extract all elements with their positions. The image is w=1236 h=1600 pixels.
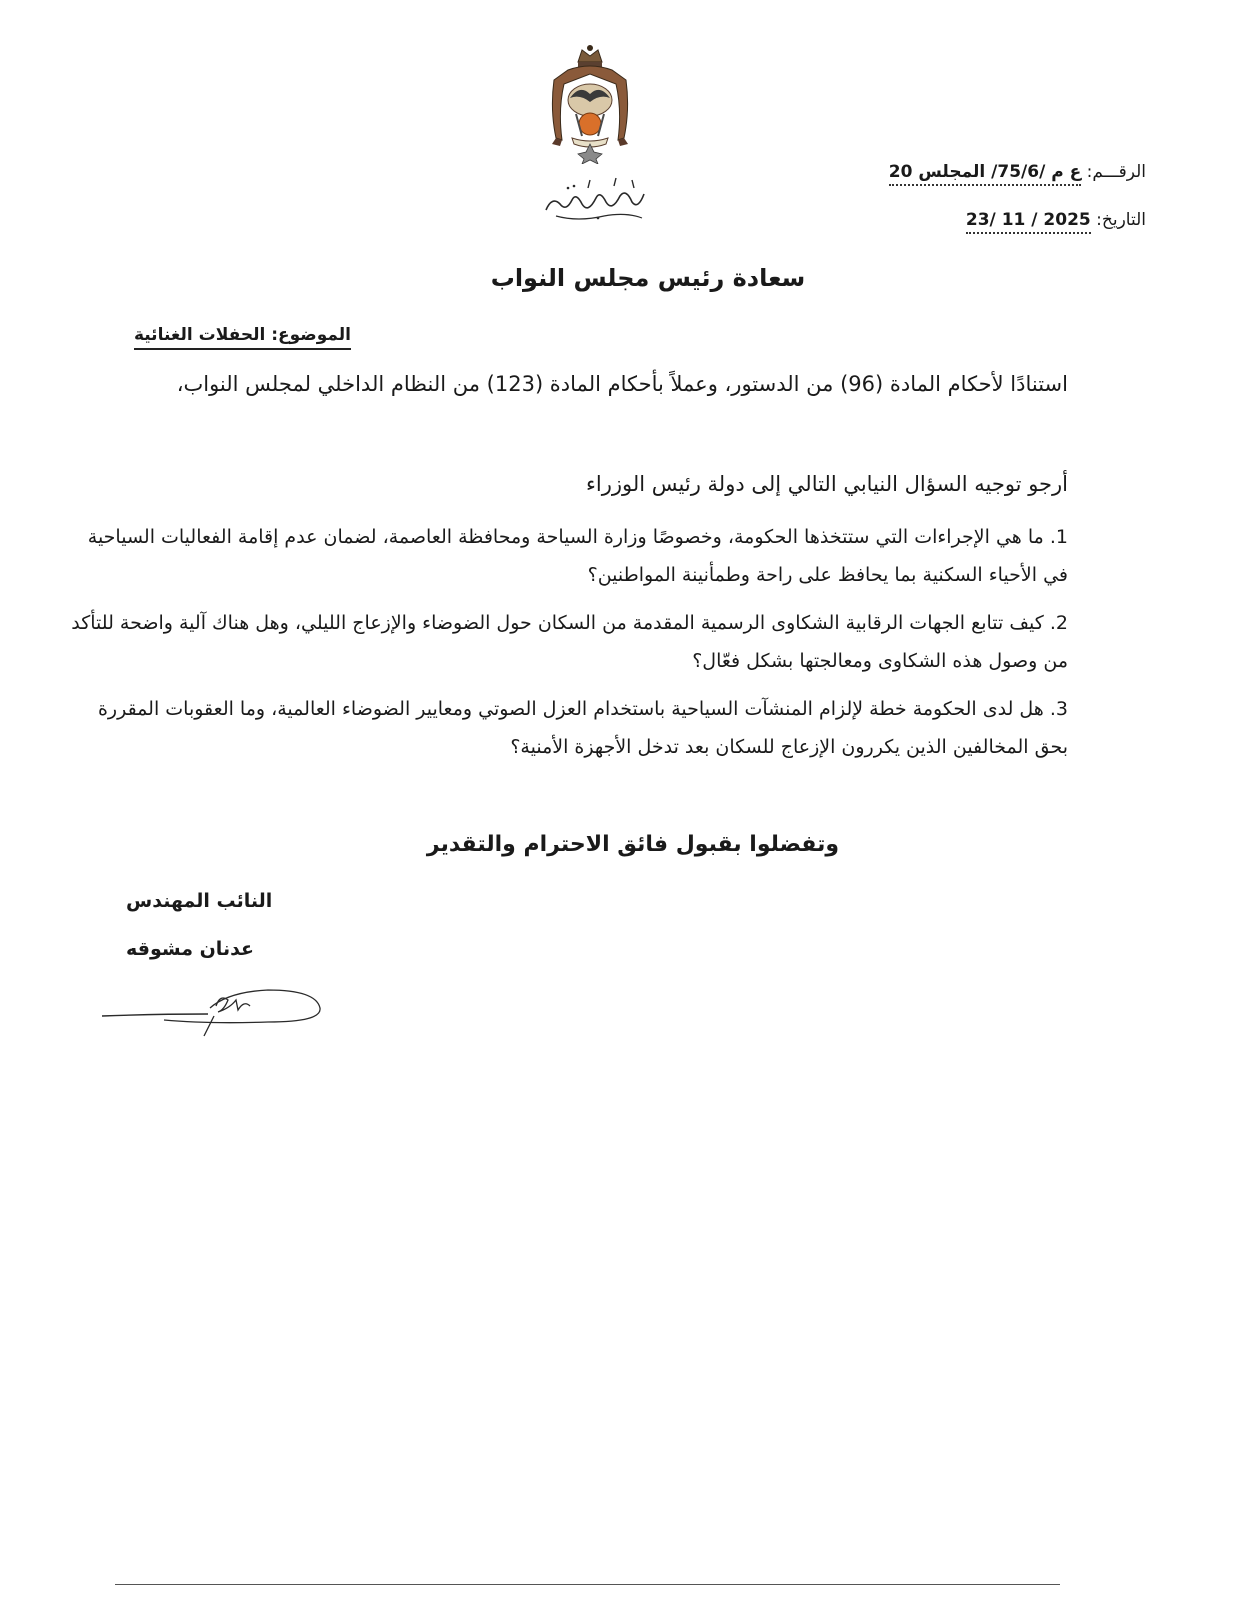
reference-label: الرقـــم: — [1086, 162, 1146, 182]
addressee-heading: سعادة رئيس مجلس النواب — [490, 264, 806, 292]
request-paragraph: أرجو توجيه السؤال النيابي التالي إلى دولة رئيس الوزراء — [586, 472, 1068, 496]
signatory-title: النائب المهندس — [126, 890, 273, 912]
footer-divider — [115, 1584, 1060, 1585]
question-item: 2. كيف تتابع الجهات الرقابية الشكاوى الرسمية المقدمة من السكان حول الضوضاء والإزعاج الليلي، وهل هناك آلية واضحة للتأكد من وصول هذه الشكاوى ومعالجتها بشكل فعّال؟ — [71, 612, 1068, 672]
signatory-name: عدنان مشوقه — [126, 938, 255, 960]
parliament-logo-calligraphy — [538, 174, 652, 224]
closing-line: وتفضلوا بقبول فائق الاحترام والتقدير — [426, 832, 840, 857]
question-item: 1. ما هي الإجراءات التي ستتخذها الحكومة، وخصوصًا وزارة السياحة ومحافظة العاصمة، لضمان عدم إقامة الفعاليات السياحية في الأحياء السكنية بما يحافظ على راحة وطمأنينة المواطنين؟ — [87, 526, 1068, 586]
date-value: 2025 / 11 /23 — [966, 210, 1091, 234]
reference-value: ع م /75/6/ المجلس 20 — [889, 162, 1081, 186]
reference-number — [889, 162, 1146, 182]
jordan-coat-of-arms-icon — [538, 40, 642, 164]
date-label: التاريخ: — [1096, 210, 1146, 230]
handwritten-signature-icon — [98, 980, 328, 1040]
subject-line: الموضوع: الحفلات الغنائية — [134, 325, 351, 350]
letter-date — [966, 210, 1146, 230]
intro-paragraph: استنادًا لأحكام المادة (96) من الدستور، وعملاً بأحكام المادة (123) من النظام الداخلي لمجلس النواب، — [176, 372, 1068, 396]
question-item: 3. هل لدى الحكومة خطة لإلزام المنشآت السياحية باستخدام العزل الصوتي ومعايير الضوضاء العالمية، وما العقوبات المقررة بحق المخالفين الذين يكررون الإزعاج للسكان بعد تدخل الأجهزة الأمنية؟ — [97, 698, 1068, 758]
